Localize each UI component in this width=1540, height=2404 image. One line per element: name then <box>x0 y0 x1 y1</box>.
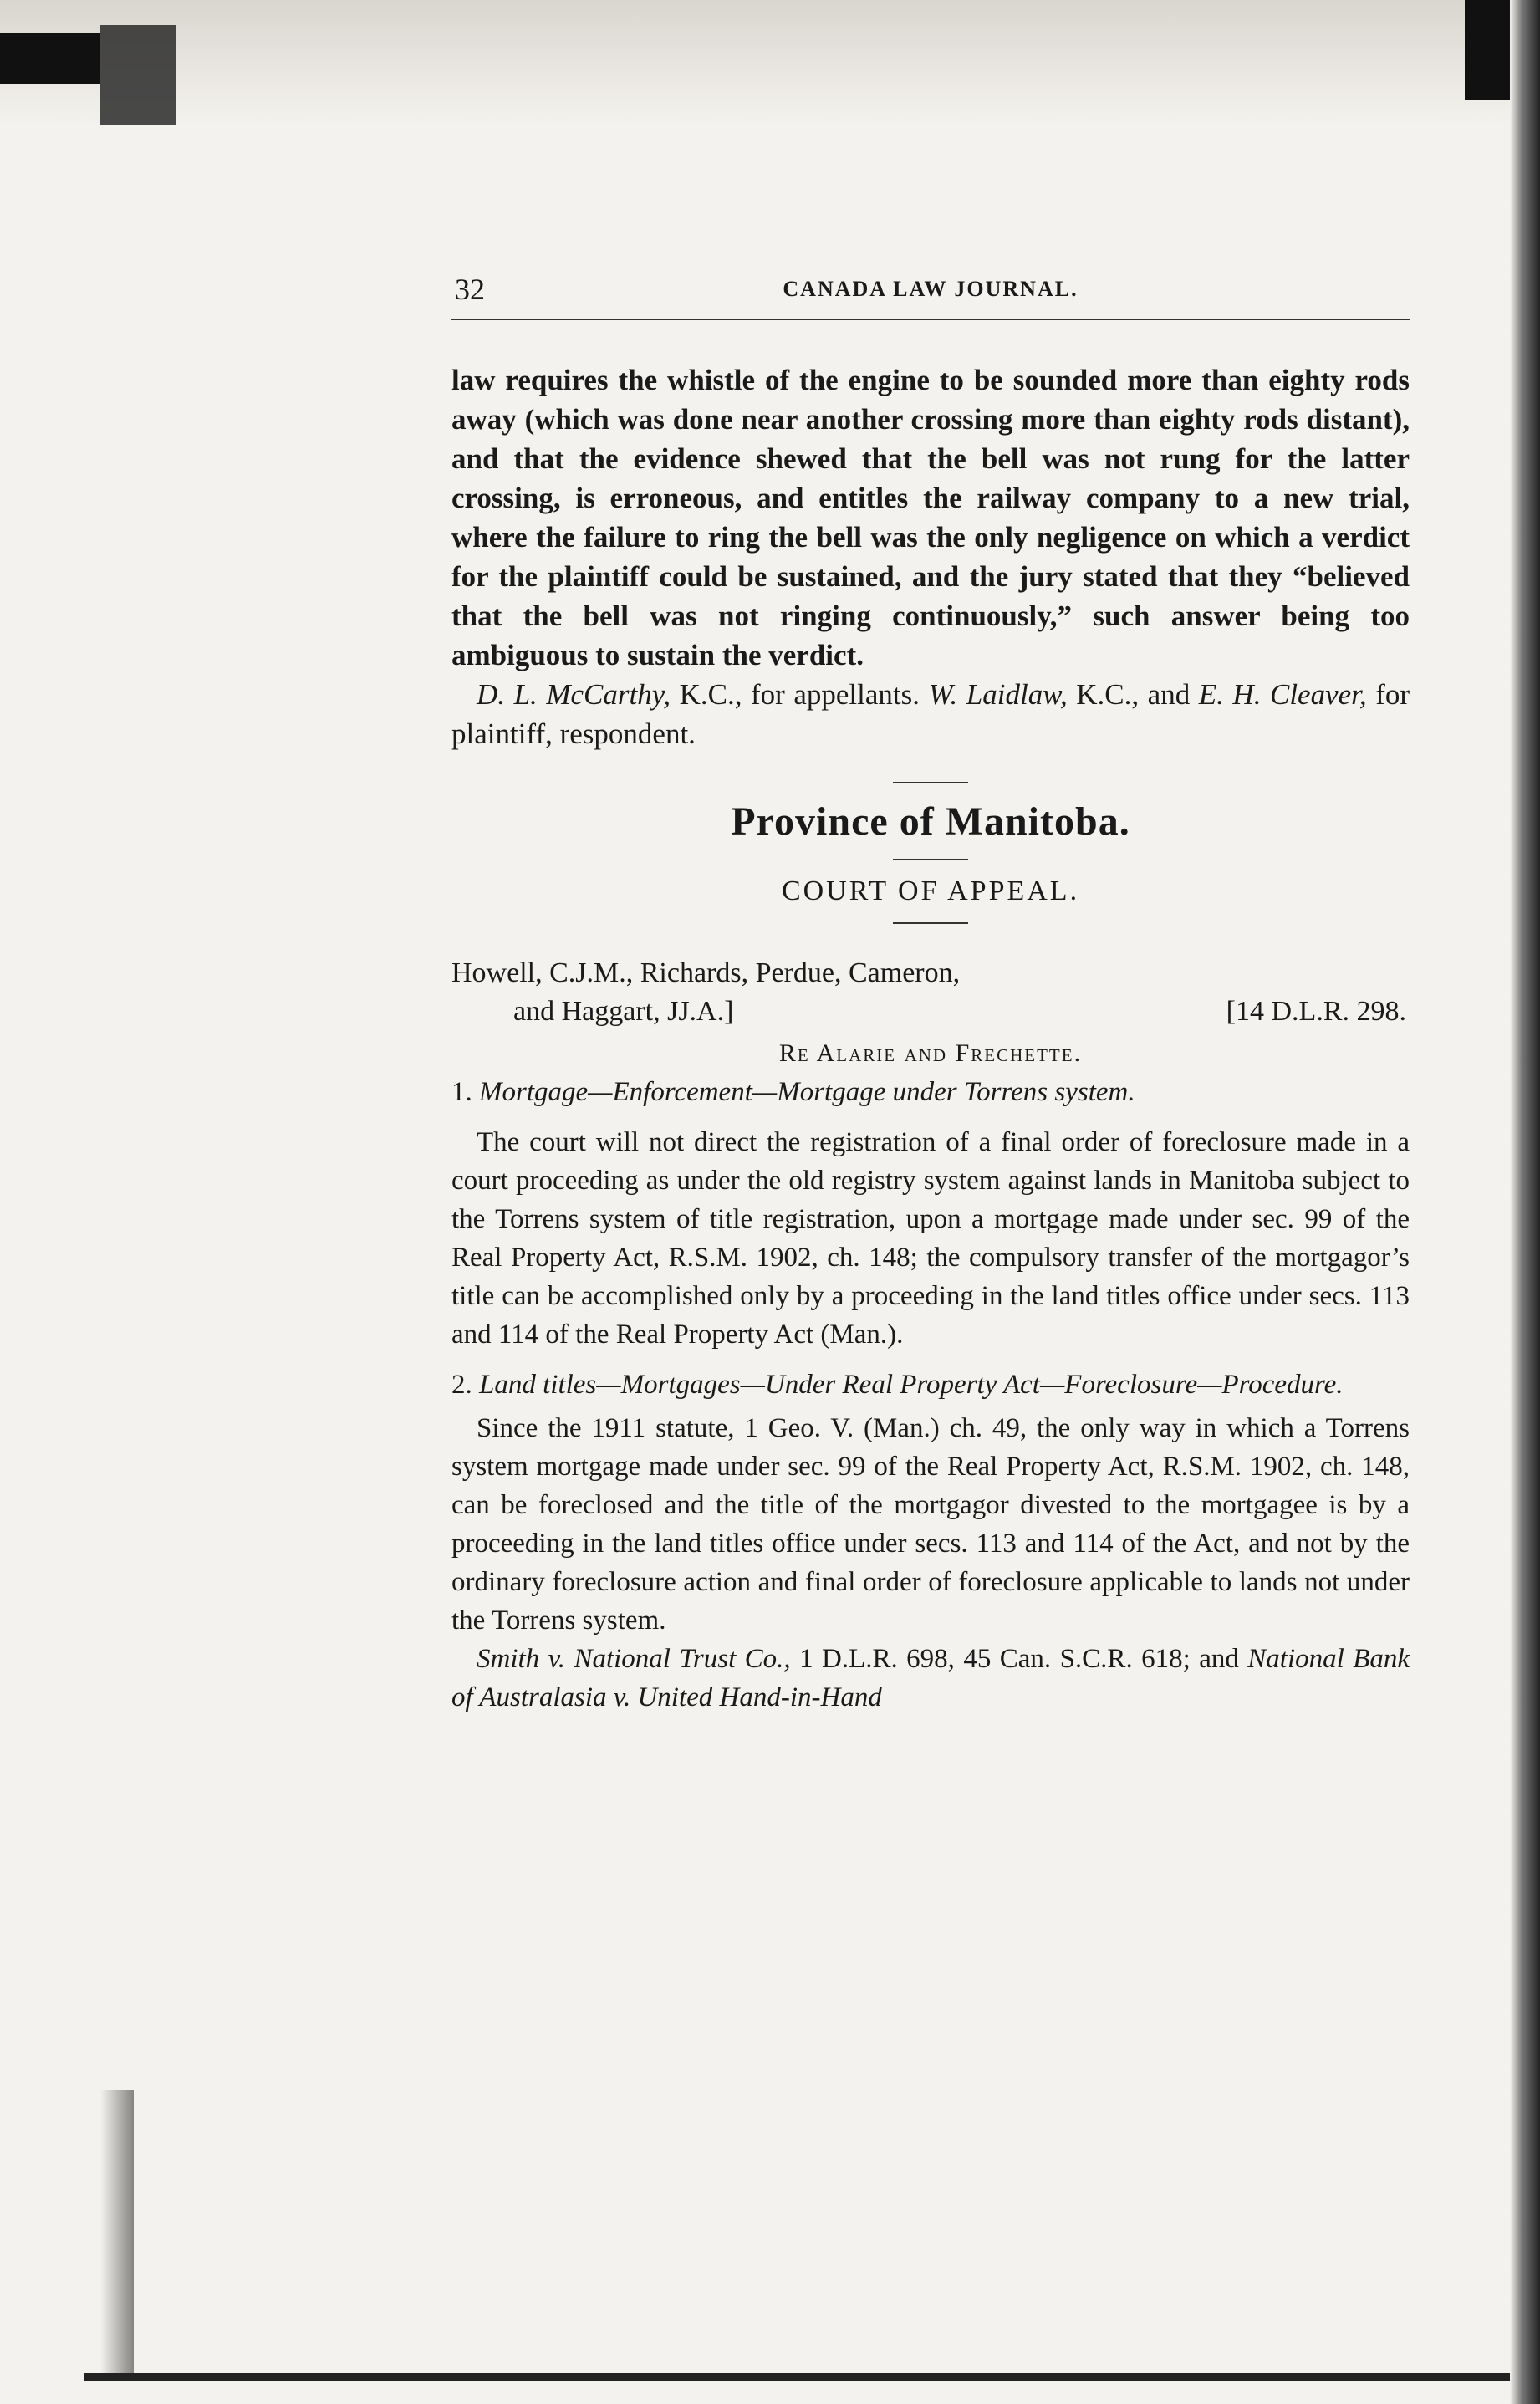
headnote-number: 2. <box>451 1370 472 1400</box>
counsel-name: W. Laidlaw, <box>928 678 1068 711</box>
headnote-text: Mortgage—Enforcement—Mortgage under Torrens system. <box>479 1077 1135 1107</box>
scan-edge-bottom <box>84 2373 1510 2381</box>
header-rule <box>451 319 1410 320</box>
case-reference: National Bank of Australasia v. United Hand-in-Hand <box>451 1644 1410 1712</box>
counsel-line <box>451 675 1410 753</box>
scan-edge-left <box>100 2090 134 2375</box>
page-number: 32 <box>455 273 485 306</box>
section-divider <box>893 859 968 860</box>
counsel-role: for plaintiff, respondent. <box>451 678 1410 750</box>
scan-edge-right <box>1510 0 1540 2404</box>
judges-block <box>451 954 1410 1031</box>
counsel-name: D. L. McCarthy, <box>477 678 671 711</box>
journal-title: CANADA LAW JOURNAL. <box>783 277 1079 301</box>
judges-line: and Haggart, JJ.A.] <box>513 996 734 1027</box>
province-heading: Province of Manitoba. <box>731 799 1130 844</box>
reference-citation: 1 D.L.R. 698, 45 Can. S.C.R. 618; and <box>790 1644 1248 1674</box>
counsel-role: K.C., for appellants. <box>671 678 929 711</box>
headnote-text: Land titles—Mortgages—Under Real Property Act—Foreclosure—Procedure. <box>479 1370 1344 1400</box>
page-header <box>451 272 1410 314</box>
prior-case-text: law requires the whistle of the engine to be sounded more than eighty rods away (which was done near another crossing more than eighty rods distant), and that the evidence shewed that the bell was not rung for the latter crossing, is erroneous, and entitles the railway company to a new trial, where the failure to ring the bell was the only negligence on which a verdict for the plaintiff could be sustained, and the jury stated that they “believed that the bell was not ringing continuously,” such answer being too ambiguous to sustain the verdict. <box>451 364 1410 671</box>
case-citation: [14 D.L.R. 298. <box>1226 996 1406 1027</box>
court-heading: COURT OF APPEAL. <box>781 875 1080 906</box>
judges-line: Howell, C.J.M., Richards, Perdue, Cameron, <box>451 957 961 988</box>
scan-binding-mark <box>100 25 176 125</box>
scan-binding-mark <box>0 33 100 84</box>
reference-line <box>451 1640 1410 1717</box>
syllabus-paragraph: The court will not direct the registration of a final order of foreclosure made in a court proceeding as under the old registry system against lands in Manitoba subject to the Torrens system of title registration, upon a mortgage made under sec. 99 of the Real Property Act, R.S.M. 1902, ch. 148; the compulsory transfer of the mortgagor’s title can be accomplished only by a proceeding in the land titles office under secs. 113 and 114 of the Real Property Act (Man.). <box>451 1127 1410 1350</box>
headnote-number: 1. <box>451 1077 472 1107</box>
headnote <box>451 1365 1410 1404</box>
headnote <box>451 1073 1410 1111</box>
syllabus-paragraph: Since the 1911 statute, 1 Geo. V. (Man.) ch. 49, the only way in which a Torrens system mortgage made under sec. 99 of the Real Property Act, R.S.M. 1902, ch. 148, can be foreclosed and the title of the mortgagor divested to the mortgagee is by a proceeding in the land titles office under secs. 113 and 114 of the Act, and not by the ordinary foreclosure action and final order of foreclosure applicable to lands not under the Torrens system. <box>451 1413 1410 1636</box>
section-divider <box>893 782 968 783</box>
document-page <box>451 272 1410 1712</box>
scan-shadow-top <box>0 0 1540 125</box>
counsel-name: E. H. Cleaver, <box>1198 678 1367 711</box>
counsel-role: K.C., and <box>1067 678 1199 711</box>
section-divider <box>893 922 968 924</box>
case-reference: Smith v. National Trust Co., <box>477 1644 791 1674</box>
page-body <box>451 360 1410 1717</box>
case-name: Re Alarie and Frechette. <box>778 1039 1083 1067</box>
